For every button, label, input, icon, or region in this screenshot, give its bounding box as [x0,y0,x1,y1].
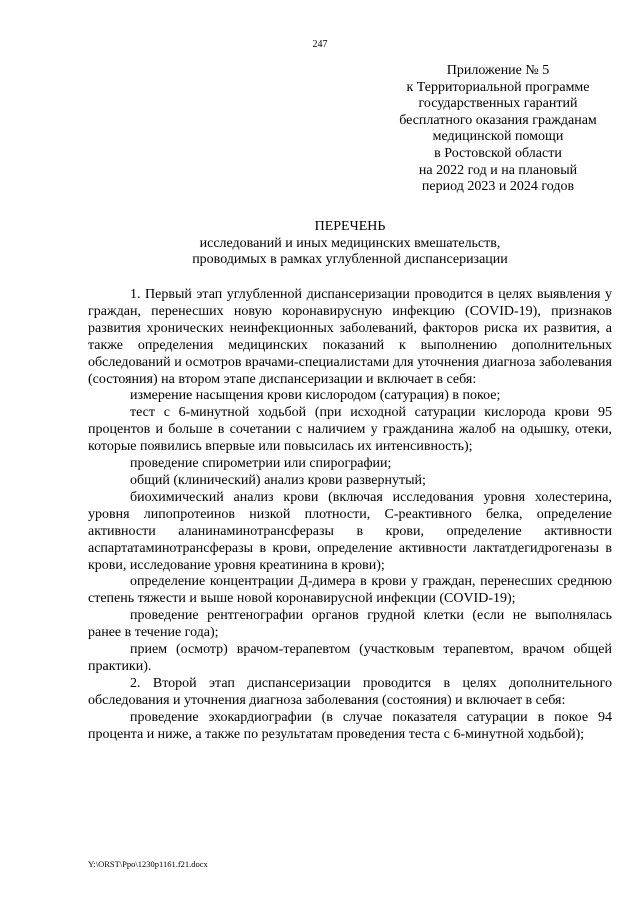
page-number: 247 [312,39,328,50]
appendix-line: период 2023 и 2024 годов [421,179,575,195]
list-item: измерение насыщения крови кислородом (сатурация) в покое; [130,388,501,404]
list-item: тест с 6-минутной ходьбой (при исходной сатурации кислорода крови 95 процентов и больше в сочетании с наличием у гражданина жалоб на одышку, отеки, которые появились впервые или повысилась их интенсивность); [88,405,612,455]
file-path-footer: Y:\ORST\Ppo\1230p1161.f21.docx [88,859,208,869]
list-item: проведение рентгенографии органов грудной клетки (если не выполнялась ранее в течение года); [88,608,612,641]
list-item: проведение спирометрии или спирографии; [130,456,392,472]
list-item: проведение эхокардиографии (в случае показателя сатурации в покое 94 процента и ниже, а также по результатам проведения теста с 6-минутной ходьбой); [88,709,612,742]
list-item: биохимический анализ крови (включая исследования уровня холестерина, уровня липопротеинов низкой плотности, С-реактивного белка, определение активности аланинаминотрансферазы в крови, определение активности аспартатаминотрансферазы в крови, определение активности лактатдегидрогеназы в крови, исследование уровня креатинина в крови); [88,489,612,573]
appendix-line: Приложение № 5 [446,63,550,78]
title-heading: ПЕРЕЧЕНЬ [314,219,386,234]
document-body [88,287,612,743]
paragraph-section-2-intro: 2. Второй этап диспансеризации проводится в целях дополнительного обследования и уточнения диагноза заболевания (состояния) и включает в себя: [88,675,612,708]
appendix-line: государственных гарантий [418,96,578,112]
paragraph-section-1-intro: 1. Первый этап углубленной диспансеризации проводится в целях выявления у граждан, перенесших новую коронавирусную инфекцию (COVID-19), признаков развития хронических неинфекционных заболеваний, факторов риска их развития, а также определения медицинских показаний к выполнению дополнительных обследований и осмотров врачами-специалистами для уточнения диагноза заболевания (состояния) на втором этапе диспансеризации и включает в себя: [88,287,612,387]
list-item: определение концентрации Д-димера в крови у граждан, перенесших среднюю степень тяжести и выше новой коронавирусной инфекции (COVID-19); [88,574,612,607]
appendix-line: медицинской помощи [432,129,564,145]
list-item: прием (осмотр) врачом-терапевтом (участковым терапевтом, врачом общей практики). [88,642,612,674]
title-subtitle-line: проводимых в рамках углубленной диспансеризации [192,252,508,268]
appendix-line: на 2022 год и на плановый [418,162,578,178]
appendix-header [382,63,614,196]
appendix-line: бесплатного оказания гражданам [399,112,597,128]
title-subtitle-line: исследований и иных медицинских вмешательств, [199,235,501,251]
appendix-line: к Территориальной программе [406,79,590,95]
list-item: общий (клинический) анализ крови развернутый; [130,472,426,488]
appendix-line: в Ростовской области [434,145,562,161]
document-title [88,219,612,269]
